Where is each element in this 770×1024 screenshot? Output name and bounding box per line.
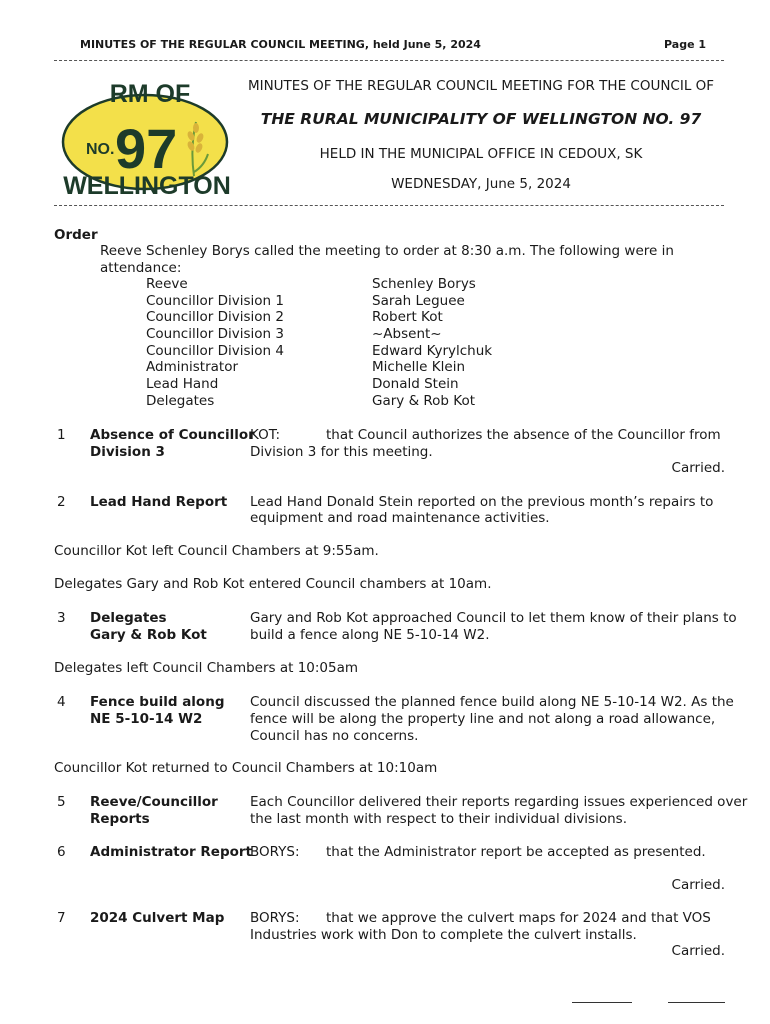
attendance-name: Donald Stein [372, 376, 459, 392]
note-text: Delegates left Council Chambers at 10:05am [54, 660, 359, 676]
attendance-role: Councillor Division 1 [146, 293, 284, 309]
item-text: that Council authorizes the absence of the Councillor from [326, 427, 721, 443]
page-number: Page 1 [664, 38, 707, 51]
item-title: Absence of Councillor [90, 427, 255, 443]
note-text: Delegates Gary and Rob Kot entered Council chambers at 10am. [54, 576, 492, 592]
carried-label: Carried. [671, 460, 725, 476]
item-title: Fence build along [90, 694, 225, 710]
motion-mover: BORYS: [250, 910, 300, 926]
item-text: Each Councillor delivered their reports regarding issues experienced over [250, 794, 748, 810]
item-text: Industries work with Don to complete the culvert installs. [250, 927, 637, 943]
attendance-role: Councillor Division 3 [146, 326, 284, 342]
attendance-role: Delegates [146, 393, 215, 409]
attendance-name: Gary & Rob Kot [372, 393, 476, 409]
item-number: 2 [57, 494, 66, 510]
title-line1: MINUTES OF THE REGULAR COUNCIL MEETING FOR THE COUNCIL OF [247, 78, 715, 94]
motion-mover: KOT: [250, 427, 281, 443]
attendance-name: Sarah Leguee [372, 293, 465, 309]
running-header-title: MINUTES OF THE REGULAR COUNCIL MEETING, held June 5, 2024 [80, 38, 481, 51]
note-text: Councillor Kot left Council Chambers at 9:55am. [54, 543, 379, 559]
item-text: Lead Hand Donald Stein reported on the previous month’s repairs to [250, 494, 714, 510]
title-line3: HELD IN THE MUNICIPAL OFFICE IN CEDOUX, SK [319, 146, 643, 162]
carried-label: Carried. [671, 877, 725, 893]
order-intro-line2: attendance: [100, 260, 182, 276]
item-text: the last month with respect to their individual divisions. [250, 811, 627, 827]
initial-line [668, 1002, 725, 1003]
item-title: Lead Hand Report [90, 494, 228, 510]
item-number: 6 [57, 844, 66, 860]
item-title: Administrator Report [90, 844, 252, 860]
item-title: Reeve/Councillor [90, 794, 218, 810]
order-intro-line1: Reeve Schenley Borys called the meeting to order at 8:30 a.m. The following were in [100, 243, 674, 259]
item-number: 5 [57, 794, 66, 810]
attendance-role: Reeve [146, 276, 188, 292]
carried-label: Carried. [671, 943, 725, 959]
header-rule [54, 60, 724, 61]
logo-line1: RM OF [109, 80, 191, 108]
item-title: Delegates [90, 610, 167, 626]
motion-mover: BORYS: [250, 844, 300, 860]
item-number: 3 [57, 610, 66, 626]
attendance-name: Edward Kyrylchuk [372, 343, 493, 359]
attendance-name: Michelle Klein [372, 359, 465, 375]
item-title: Gary & Rob Kot [90, 627, 207, 643]
item-text: equipment and road maintenance activities. [250, 510, 550, 526]
initial-line [572, 1002, 632, 1003]
logo-no: NO. [86, 141, 115, 158]
title-line2: THE RURAL MUNICIPALITY OF WELLINGTON NO. 97 [260, 110, 702, 128]
title-rule [54, 205, 724, 206]
item-text: that the Administrator report be accepted as presented. [326, 844, 706, 860]
rm-wellington-logo [58, 76, 236, 204]
item-number: 1 [57, 427, 66, 443]
attendance-role: Councillor Division 2 [146, 309, 284, 325]
item-text: Division 3 for this meeting. [250, 444, 433, 460]
item-text: Council has no concerns. [250, 728, 419, 744]
logo-number: 97 [115, 117, 178, 180]
attendance-name: ~Absent~ [372, 326, 442, 342]
attendance-name: Schenley Borys [372, 276, 476, 292]
item-text: Gary and Rob Kot approached Council to let them know of their plans to [250, 610, 737, 626]
item-text: build a fence along NE 5-10-14 W2. [250, 627, 490, 643]
item-text: that we approve the culvert maps for 2024 and that VOS [326, 910, 711, 926]
item-title: 2024 Culvert Map [90, 910, 225, 926]
attendance-role: Councillor Division 4 [146, 343, 284, 359]
item-text: Council discussed the planned fence build along NE 5-10-14 W2. As the [250, 694, 734, 710]
item-number: 4 [57, 694, 66, 710]
title-line4: WEDNESDAY, June 5, 2024 [391, 176, 571, 192]
note-text: Councillor Kot returned to Council Chambers at 10:10am [54, 760, 438, 776]
item-title: NE 5-10-14 W2 [90, 711, 203, 727]
order-heading: Order [54, 227, 98, 243]
logo-line2: WELLINGTON [63, 172, 231, 200]
item-text: fence will be along the property line and not along a road allowance, [250, 711, 716, 727]
item-title: Division 3 [90, 444, 165, 460]
attendance-role: Lead Hand [146, 376, 219, 392]
attendance-role: Administrator [146, 359, 239, 375]
item-number: 7 [57, 910, 66, 926]
item-title: Reports [90, 811, 150, 827]
attendance-name: Robert Kot [372, 309, 443, 325]
